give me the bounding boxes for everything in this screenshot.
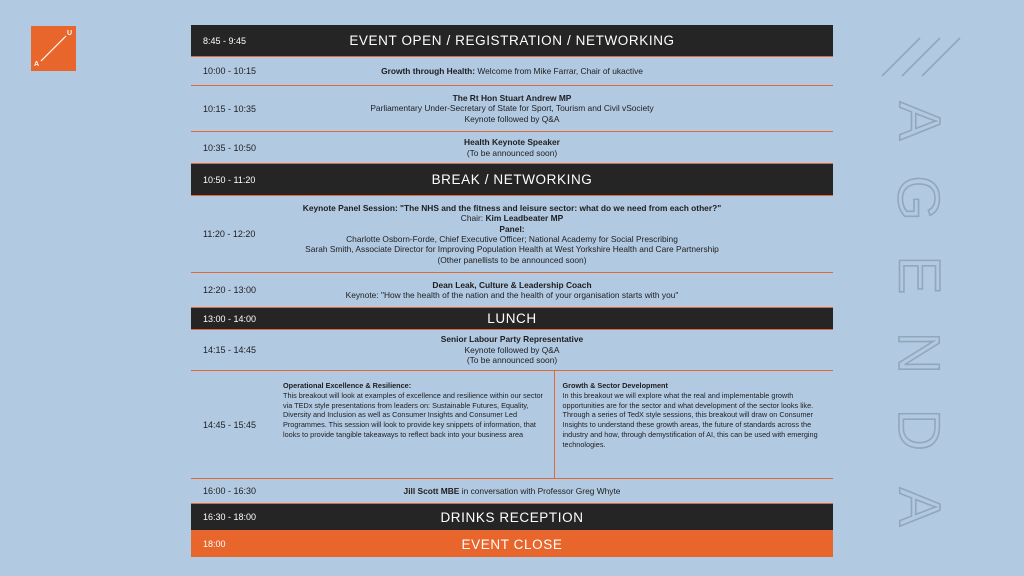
diagonal-lines-decoration [880, 36, 975, 78]
banner-title: EVENT CLOSE [461, 536, 563, 552]
time-label: 13:00 - 14:00 [203, 313, 257, 324]
session-format: Keynote followed by Q&A [464, 113, 560, 124]
time-label: 10:35 - 10:50 [203, 142, 257, 153]
time-label: 16:30 - 18:00 [203, 512, 257, 522]
time-label: 8:45 - 9:45 [203, 35, 247, 46]
session-content [275, 137, 833, 158]
session-content [275, 93, 833, 124]
speaker-name: Senior Labour Party Representative [440, 334, 584, 345]
agenda-letter: A [886, 101, 951, 141]
agenda-letter: A [886, 487, 951, 527]
agenda-row-banner [191, 25, 833, 57]
banner-title: LUNCH [487, 311, 537, 326]
session-format: Keynote followed by Q&A [464, 344, 560, 355]
speaker-role: Parliamentary Under-Secretary of State for Sport, Tourism and Civil vSociety [370, 103, 654, 114]
session-content [275, 486, 833, 496]
agenda-table [191, 25, 833, 557]
session-content [275, 334, 833, 365]
agenda-row-close [191, 531, 833, 557]
agenda-row-banner [191, 164, 833, 196]
agenda-row [191, 132, 833, 164]
session-content [275, 66, 833, 76]
chair-label: Chair: [460, 213, 486, 224]
speaker-name: Jill Scott MBE [403, 485, 460, 496]
session-text: in conversation with Professor Greg Whyte [459, 485, 621, 496]
time-label: 16:00 - 16:30 [203, 486, 257, 496]
session-note: (To be announced soon) [466, 355, 558, 366]
panel-label: Panel: [499, 223, 525, 234]
breakout-left [275, 371, 554, 478]
breakout-description: This breakout will look at examples of excellence and resilience within our sector via TEDx style presentations from leaders on: Sustainable Futures, Equality, Diversity and Inclusion as well as Consumer Insights and Consumer Led Programmes. This session will look to provide key snippets of information, that looks to provide tangible takeaways to reflect back into your business area [283, 390, 543, 439]
speaker-name: The Rt Hon Stuart Andrew MP [452, 92, 572, 103]
breakout-title: Growth & Sector Development [562, 381, 668, 390]
speaker-name: Dean Leak, Culture & Leadership Coach [432, 279, 592, 290]
session-content [275, 280, 833, 301]
session-content [275, 203, 833, 265]
breakout-description: In this breakout we will explore what the real and implementable growth opportunities are for the sector and what development of the sector looks like. Through a series of TedX style sessions, this breakout will draw on Consumer Insights to understand these growth areas, the future of standards across the industry and how, through demystification of AI, this can be used with emerging technologies. [562, 390, 818, 449]
agenda-row [191, 196, 833, 273]
session-title: Growth through Health: [381, 65, 476, 76]
agenda-row-banner [191, 308, 833, 330]
banner-title: DRINKS RECEPTION [440, 509, 584, 525]
agenda-side-title [886, 92, 952, 536]
agenda-letter: N [886, 331, 952, 374]
breakout-title: Operational Excellence & Resilience: [283, 381, 412, 390]
logo-letter-u: U [67, 30, 73, 37]
time-label: 11:20 - 12:20 [203, 229, 256, 239]
time-label: 14:15 - 14:45 [203, 345, 257, 355]
agenda-letter: D [886, 408, 952, 451]
banner-title: BREAK / NETWORKING [431, 172, 593, 187]
time-label: 12:20 - 13:00 [203, 285, 257, 295]
time-label: 10:50 - 11:20 [203, 174, 256, 185]
agenda-letter: G [886, 175, 951, 221]
agenda-row [191, 57, 833, 86]
agenda-row-breakouts [191, 371, 833, 479]
agenda-row-banner [191, 504, 833, 531]
breakout-columns [275, 371, 833, 478]
agenda-row [191, 86, 833, 132]
keynote-title: Keynote: "How the health of the nation and the health of your organisation starts with you" [345, 290, 679, 300]
breakout-right [554, 371, 834, 478]
agenda-row [191, 273, 833, 308]
agenda-letter: E [886, 256, 951, 295]
logo-letter-a: A [34, 61, 40, 68]
banner-title: EVENT OPEN / REGISTRATION / NETWORKING [349, 33, 675, 48]
panellist: Sarah Smith, Associate Director for Improving Population Health at West Yorkshire Health and Care Partnership [305, 244, 719, 255]
agenda-row [191, 479, 833, 504]
time-label: 18:00 [203, 539, 226, 549]
chair-name: Kim Leadbeater MP [485, 213, 564, 224]
session-note: (To be announced soon) [466, 147, 558, 158]
time-label: 10:15 - 10:35 [203, 103, 257, 114]
time-label: 14:45 - 15:45 [203, 419, 257, 430]
panellist: Charlotte Osborn-Forde, Chief Executive Officer; National Academy for Social Prescribing [346, 234, 678, 244]
session-text: Welcome from Mike Farrar, Chair of ukactive [475, 65, 643, 76]
session-note: (Other panellists to be announced soon) [437, 254, 587, 265]
ukactive-logo [31, 26, 76, 71]
session-title: Health Keynote Speaker [464, 137, 560, 148]
agenda-row [191, 330, 833, 371]
session-title: Keynote Panel Session: "The NHS and the fitness and leisure sector: what do we need from each other?" [302, 202, 722, 213]
time-label: 10:00 - 10:15 [203, 66, 257, 76]
